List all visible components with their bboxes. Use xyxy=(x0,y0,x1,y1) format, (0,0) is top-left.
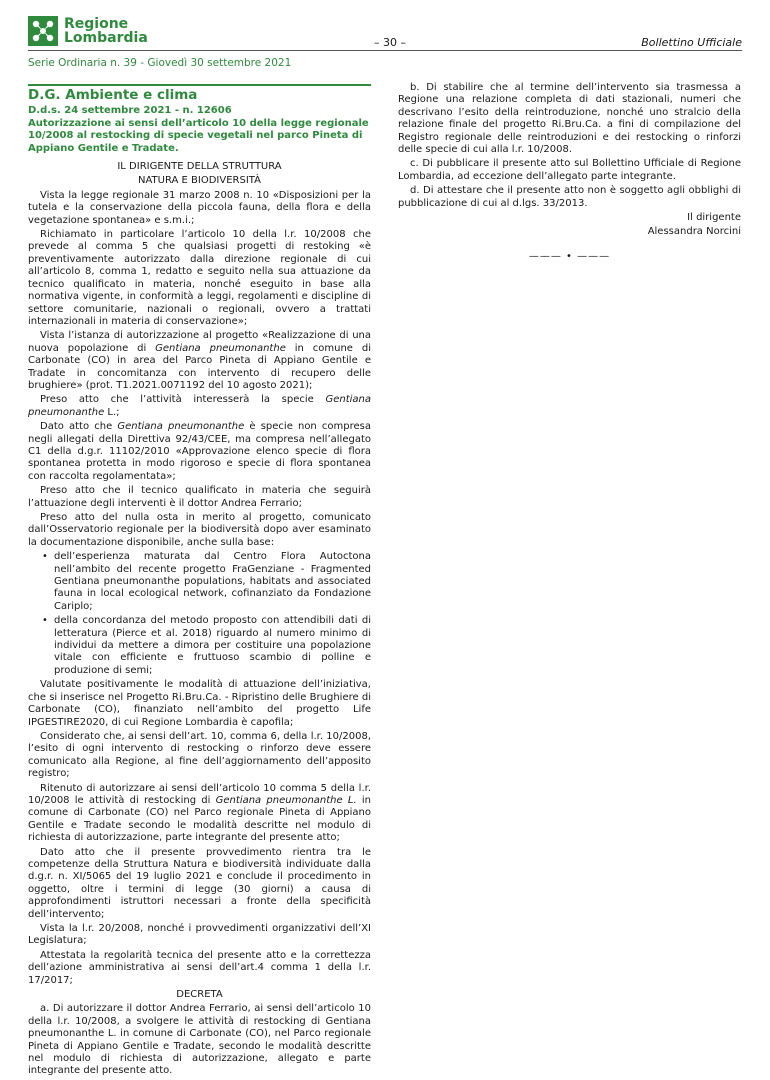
list-item: • dell’esperienza maturata dal Centro Flora Autoctona nell’ambito del recente progetto FraGenziane - Fragmented Gentiana pneumonanthe populations, habitats and associated fauna in local ecological network, cofinanziato da Fondazione Cariplo; xyxy=(28,551,371,613)
decreta-heading: DECRETA xyxy=(176,989,223,1001)
rose-camuna-icon xyxy=(28,16,58,46)
logo-line-1: Regione xyxy=(64,16,129,32)
section-divider xyxy=(28,84,371,86)
page-number: – 30 – xyxy=(374,36,406,49)
authority-heading-1: IL DIRIGENTE DELLA STRUTTURA xyxy=(117,161,282,173)
paragraph-regolarita: Attestata la regolarità tecnica del presente atto e la correttezza dell’azione amministrativa ai sensi dell’art.4 comma 1 della l.r. 17/2017; xyxy=(28,949,371,986)
paragraph-nulla-osta: Preso atto del nulla osta in merito al progetto, comunicato dall’Osservatorio regionale per la biodiversità dopo aver esaminato la documentazione disponibile, anche sulla base: xyxy=(28,512,371,548)
paragraph-ritenuto: Ritenuto di autorizzare ai sensi dell’articolo 10 comma 5 della l.r. 10/2008 le attività di restocking di Gentiana pneumonanthe L. in comune di Carbonate (CO) nel Parco regionale Pineta di Appiano Gentile e Tradate secondo le modalità descritte nel modulo di richiesta di autorizzazione, parte integrante del presente atto; xyxy=(28,782,372,844)
section-title: D.G. Ambiente e clima xyxy=(28,87,198,103)
paragraph-tecnico: Preso atto che il tecnico qualificato in materia che seguirà l’attuazione degli interventi è il dottor Andrea Ferrario; xyxy=(28,485,371,509)
signature-role: Il dirigente xyxy=(687,212,741,224)
paragraph-direttiva: Dato atto che Gentiana pneumonanthe è specie non compresa negli allegati della Direttiva 92/43/CEE, ma compresa nell’allegato C1 della d.g.r. 11102/2010 «Approvazione elenco specie di flora spontanea protetta in modo rigoroso e specie di flora spontanea con raccolta regolamentata»; xyxy=(28,421,371,482)
paragraph-considerato: Considerato che, ai sensi dell’art. 10, comma 6, della l.r. 10/2008, l’esito di ogni intervento di restocking o rinforzo deve essere comunicato alla Regione, al fine dell’aggiornamento dell’apposito registro; xyxy=(28,730,371,780)
paragraph-valutate: Valutate positivamente le modalità di attuazione dell’iniziativa, che si inserisce nel Progetto Ri.Bru.Ca. - Ripristino delle Brughiere di Carbonate (CO), finanziato nell’ambito del progetto Life IPGESTIRE2020, di cui Regione Lombardia è capofila; xyxy=(28,679,371,728)
paragraph-istanza: Vista l’istanza di autorizzazione al progetto «Realizzazione di una nuova popolazione di Gentiana pneumonanthe in comune di Carbonate (CO) in area del Parco Pineta di Appiano Gentile e Tradate in concomitanza con intervento di recupero delle brughiere» (prot. T1.2021.0071192 del 10 agosto 2021); xyxy=(28,330,371,391)
decree-heading xyxy=(28,105,371,155)
signature-name: Alessandra Norcini xyxy=(647,226,741,238)
logo-line-2: Lombardia xyxy=(64,30,148,46)
authority-heading-2: NATURA E BIODIVERSITÀ xyxy=(138,175,261,187)
paragraph-vista-legge: Vista la legge regionale 31 marzo 2008 n. 10 «Disposizioni per la tutela e la conservazione della piccola fauna, della flora e della vegetazione spontanea» e s.m.i.; xyxy=(28,189,371,226)
paragraph-point-b: b. Di stabilire che al termine dell’intervento sia trasmessa a Regione una relazione completa di dati stazionali, numeri che descrivano l’esito della reintroduzione, nonché uno stralcio della relazione finale del progetto Ri.Bru.Ca. a fini di compilazione del Registro regionale delle reintroduzioni e dei restocking o rinforzi delle specie di cui alla l.r. 10/2008. xyxy=(398,82,741,156)
right-column xyxy=(398,82,741,263)
bullet-list xyxy=(28,551,371,677)
paragraph-point-d: d. Di attestare che il presente atto non è soggetto agli obblighi di pubblicazione di cui al d.lgs. 33/2013. xyxy=(398,185,741,209)
paragraph-competenze: Dato atto che il presente provvedimento rientra tra le competenze della Struttura Natura e biodiversità individuate dalla d.g.r. n. XI/5065 del 19 luglio 2021 e conclude il procedimento in oggetto, oltre i termini di legge (30 giorni) a causa di approfondimenti istruttori necessari a fronte della specificità dell’intervento; xyxy=(28,846,371,920)
decree-number: D.d.s. 24 settembre 2021 - n. 12606 xyxy=(28,105,232,117)
paragraph-richiamato: Richiamato in particolare l’articolo 10 della l.r. 10/2008 che prevede al comma 5 che qualsiasi progetti di restoking «è preventivamente autorizzato dalla direzione regionale di cui all’articolo 8, comma 1, redatto e seguito nella sua attuazione da tecnico qualificato in materia, nonché eseguito in base alla normativa vigente, in conformità a leggi, regolamenti e discipline di settore comunitarie, nazionali o regionali, ovvero a trattati internazionali in materia di conservazione»; xyxy=(28,229,371,327)
regione-lombardia-logo xyxy=(28,16,148,46)
serie-line: Serie Ordinaria n. 39 - Giovedì 30 settembre 2021 xyxy=(28,57,292,69)
paragraph-point-c: c. Di pubblicare il presente atto sul Bollettino Ufficiale di Regione Lombardia, ad eccezione dell’allegato parte integrante. xyxy=(398,158,741,182)
paragraph-legislatura: Vista la l.r. 20/2008, nonché i provvedimenti organizzativi dell’XI Legislatura; xyxy=(28,923,371,947)
decree-subject: Autorizzazione ai sensi dell’articolo 10 della legge regionale 10/2008 al restocking di specie vegetali nel parco Pineta di Appiano Gentile e Tradate. xyxy=(28,117,369,154)
page-header xyxy=(0,0,770,69)
left-column xyxy=(28,82,371,1080)
header-divider xyxy=(28,50,742,51)
end-separator: ——— • ——— xyxy=(528,250,611,262)
list-item: • della concordanza del metodo proposto con attendibili dati di letteratura (Pierce et al. 2018) riguardo al numero minimo di individui da mettere a dimora per costituire una popolazione vitale con efficiente e fruttuoso scambio di polline e produzione di semi; xyxy=(28,615,371,677)
logo-wordmark xyxy=(64,17,148,45)
publication-name: Bollettino Ufficiale xyxy=(641,36,742,49)
paragraph-specie: Preso atto che l’attività interesserà la specie Gentiana pneumonanthe L.; xyxy=(28,394,371,418)
paragraph-point-a: a. Di autorizzare il dottor Andrea Ferrario, ai sensi dell’articolo 10 della l.r. 10/2008, a svolgere le attività di restocking di Gentiana pneumonanthe L. in comune di Carbonate (CO), nel Parco regionale Pineta di Appiano Gentile e Tradate, secondo le modalità descritte nel modulo di richiesta di autorizzazione, allegato e parte integrante del presente atto. xyxy=(28,1003,371,1077)
